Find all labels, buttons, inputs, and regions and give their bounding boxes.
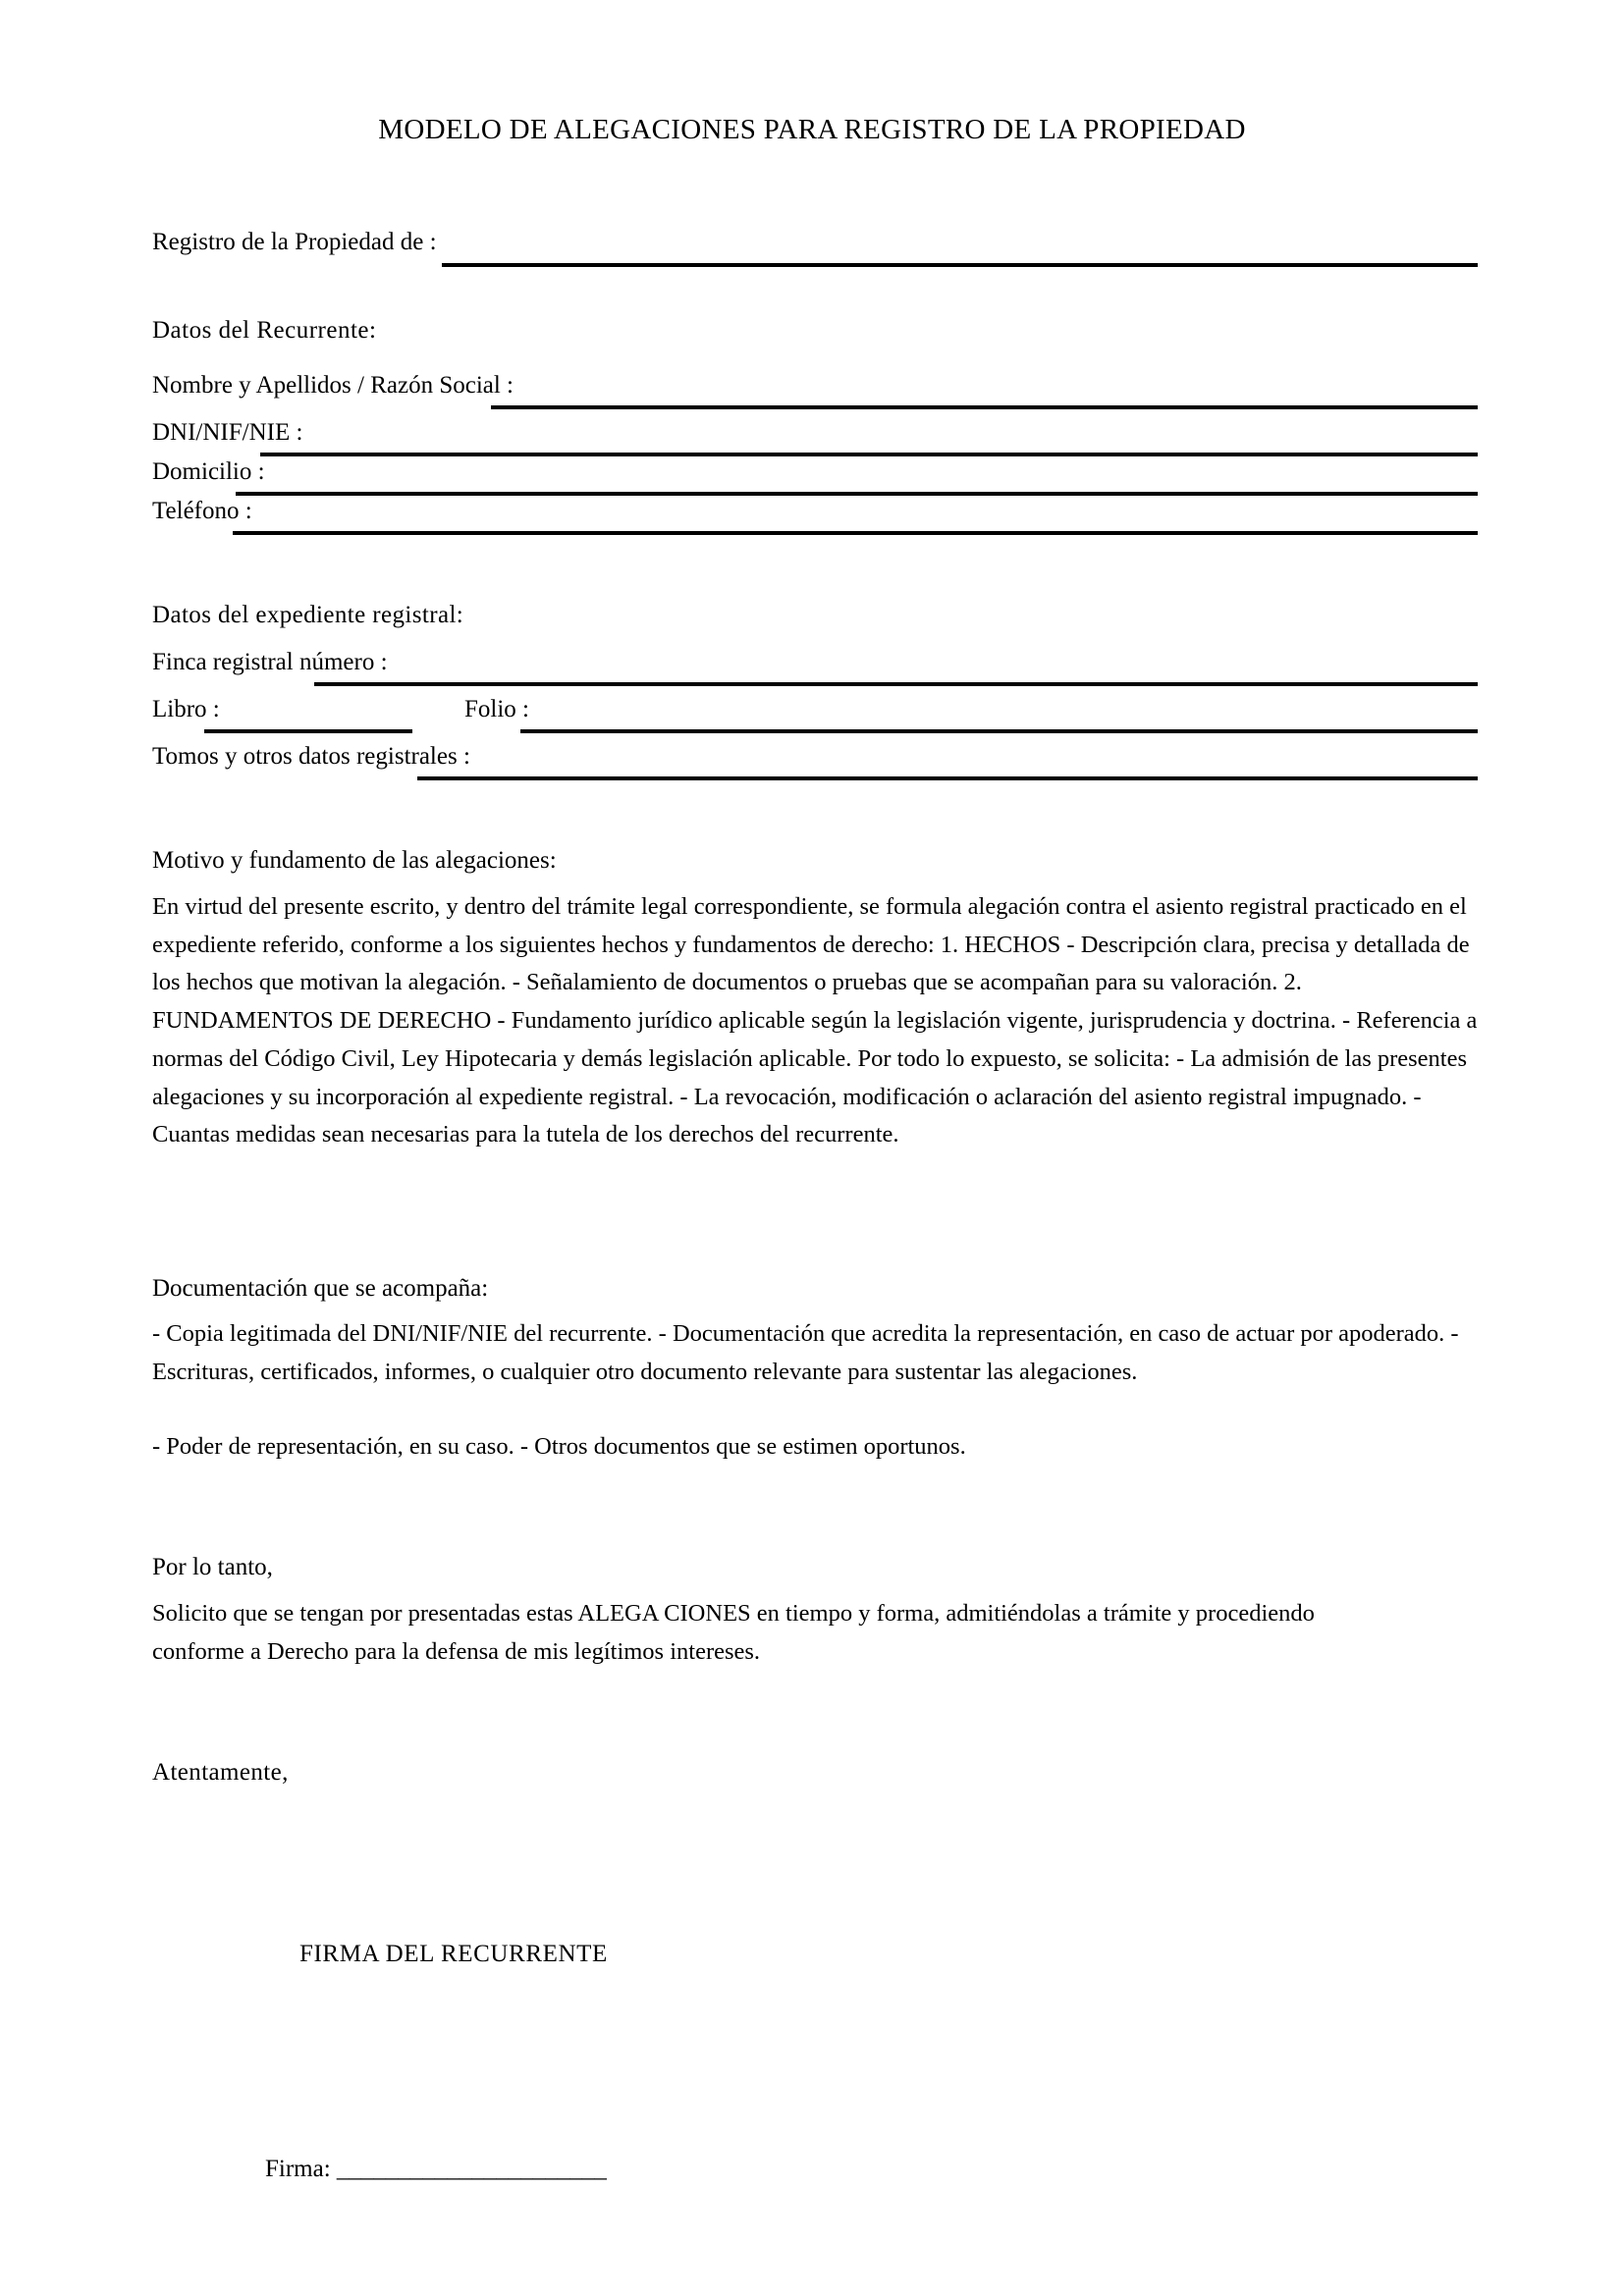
field-line-tomos-otros-datos[interactable]	[417, 776, 1478, 780]
lead-por-lo-tanto: Por lo tanto,	[152, 1554, 273, 1580]
heading-motivo-fundamento: Motivo y fundamento de las alegaciones:	[152, 847, 557, 874]
paragraph-solicito: Solicito que se tengan por presentadas estas ALEGA CIONES en tiempo y forma, admitiéndolas a trámite y procediendo conforme a Derecho para la defensa de mis legítimos intereses.	[152, 1600, 1315, 1665]
salutation-atentamente: Atentamente,	[152, 1759, 289, 1786]
label-domicilio: Domicilio :	[152, 458, 265, 485]
field-line-nombre-apellidos[interactable]	[491, 405, 1478, 409]
field-line-registro-propiedad[interactable]	[442, 263, 1478, 267]
paragraph-documentacion-1: - Copia legitimada del DNI/NIF/NIE del recurrente. - Documentación que acredita la representación, en caso de actuar por apoderado. - Escrituras, certificados, informes, o cualquier otro documento relevante para sustentar las alegaciones.	[152, 1320, 1459, 1385]
label-finca-registral: Finca registral número :	[152, 649, 388, 675]
field-line-folio[interactable]	[520, 729, 1478, 733]
field-line-dni-nif-nie[interactable]	[260, 453, 1478, 456]
label-registro-propiedad: Registro de la Propiedad de :	[152, 229, 437, 255]
field-line-libro[interactable]	[204, 729, 412, 733]
paragraph-documentacion-2: - Poder de representación, en su caso. - Otros documentos que se estimen oportunos.	[152, 1433, 966, 1460]
field-line-telefono[interactable]	[233, 531, 1478, 535]
field-line-finca-registral[interactable]	[314, 682, 1478, 686]
heading-documentacion: Documentación que se acompaña:	[152, 1275, 489, 1302]
label-libro: Libro :	[152, 696, 220, 722]
heading-datos-expediente: Datos del expediente registral:	[152, 602, 464, 628]
firma-field[interactable]: Firma: ______________________	[265, 2156, 607, 2182]
heading-datos-recurrente: Datos del Recurrente:	[152, 317, 377, 344]
signature-heading: FIRMA DEL RECURRENTE	[299, 1941, 608, 1967]
label-tomos-otros-datos: Tomos y otros datos registrales :	[152, 743, 470, 770]
label-telefono: Teléfono :	[152, 498, 252, 524]
label-nombre-apellidos: Nombre y Apellidos / Razón Social :	[152, 372, 514, 399]
label-dni-nif-nie: DNI/NIF/NIE :	[152, 419, 303, 446]
page-title: MODELO DE ALEGACIONES PARA REGISTRO DE LA PROPIEDAD	[378, 114, 1246, 145]
field-line-domicilio[interactable]	[236, 492, 1478, 496]
paragraph-motivo-fundamento: En virtud del presente escrito, y dentro del trámite legal correspondiente, se formula alegación contra el asiento registral practicado en el expediente referido, conforme a los siguientes hechos y fundamentos de derecho: 1. HECHOS - Descripción clara, precisa y detallada de los hechos que motivan la alegación. - Señalamiento de documentos o pruebas que se acompañan para su valoración. 2. FUNDAMENTOS DE DERECHO - Fundamento jurídico aplicable según la legislación vigente, jurisprudencia y doctrina. - Referencia a normas del Código Civil, Ley Hipotecaria y demás legislación aplicable. Por todo lo expuesto, se solicita: - La admisión de las presentes alegaciones y su incorporación al expediente registral. - La revocación, modificación o aclaración del asiento registral impugnado. - Cuantas medidas sean necesarias para la tutela de los derechos del recurrente.	[152, 893, 1478, 1148]
label-folio: Folio :	[464, 696, 529, 722]
